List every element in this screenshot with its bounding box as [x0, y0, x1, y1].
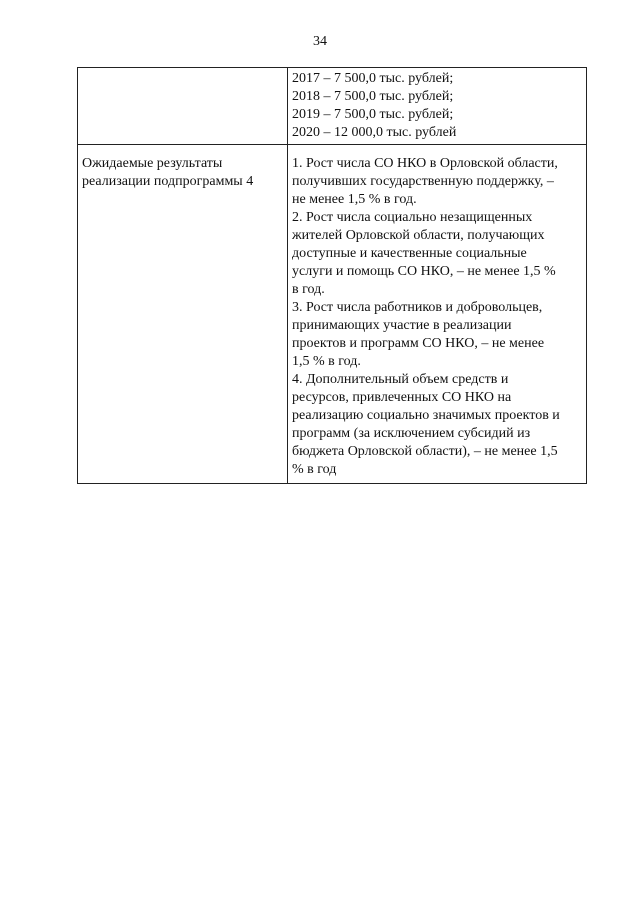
page-number: 34 — [313, 34, 327, 49]
funding-line-2020: 2020 – 12 000,0 тыс. рублей — [292, 125, 457, 140]
table-cell-funding-values — [288, 68, 587, 145]
result-line: принимающих участие в реализации — [292, 318, 512, 333]
result-line: реализацию социально значимых проектов и — [292, 408, 560, 423]
result-line: 1. Рост числа СО НКО в Орловской области, — [292, 156, 558, 171]
result-line: получивших государственную поддержку, – — [292, 174, 554, 189]
result-line: 4. Дополнительный объем средств и — [292, 372, 509, 387]
result-line: 2. Рост числа социально незащищенных — [292, 210, 533, 225]
result-line: в год. — [292, 282, 325, 297]
expected-results-label-line-1: Ожидаемые результаты — [82, 156, 223, 171]
subprogram-table — [77, 67, 587, 484]
result-line: не менее 1,5 % в год. — [292, 192, 417, 207]
result-line: программ (за исключением субсидий из — [292, 426, 531, 441]
table-cell-expected-results-label — [78, 145, 288, 484]
table-row-funding — [78, 68, 587, 145]
result-line: 1,5 % в год. — [292, 354, 361, 369]
result-line: ресурсов, привлеченных СО НКО на — [292, 390, 512, 405]
result-line: жителей Орловской области, получающих — [292, 228, 545, 243]
table-cell-expected-results-values — [288, 145, 587, 484]
result-line: 3. Рост числа работников и добровольцев, — [292, 300, 543, 315]
result-line: услуги и помощь СО НКО, – не менее 1,5 % — [292, 264, 556, 279]
result-line: проектов и программ СО НКО, – не менее — [292, 336, 545, 351]
result-line: % в год — [292, 462, 337, 477]
funding-line-2018: 2018 – 7 500,0 тыс. рублей; — [292, 89, 454, 104]
expected-results-label-line-2: реализации подпрограммы 4 — [82, 174, 254, 189]
table-row-expected-results — [78, 145, 587, 484]
funding-line-2019: 2019 – 7 500,0 тыс. рублей; — [292, 107, 454, 122]
funding-line-2017: 2017 – 7 500,0 тыс. рублей; — [292, 71, 454, 86]
table-cell-funding-label — [78, 68, 288, 145]
result-line: бюджета Орловской области), – не менее 1,5 — [292, 444, 558, 459]
result-line: доступные и качественные социальные — [292, 246, 527, 261]
